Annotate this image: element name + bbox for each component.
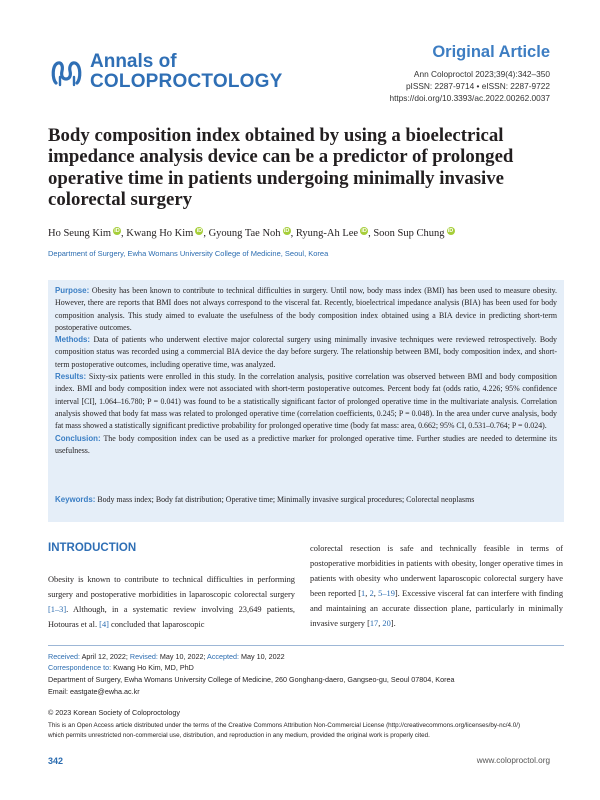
introduction-right-column <box>310 541 563 631</box>
author[interactable]: Soon Sup Chung <box>373 228 445 239</box>
methods-text: Data of patients who underwent elective major colorectal surgery using minimally invasive techniques were reviewed retrospectively. Body composition status was recorded using a commercial BIA device the day before surgery. The relationship between BMI, body composition index, and short-term postoperative outcomes, including operative time, was analyzed. <box>55 335 557 369</box>
purpose-label: Purpose: <box>55 286 90 295</box>
intro-text: , <box>378 619 383 628</box>
license-line2: which permits unrestricted non-commercial use, distribution, and reproduction in any medium, provided the original work is properly cited. <box>48 732 430 739</box>
orcid-icon[interactable]: iD <box>114 228 120 234</box>
keywords-text: Body mass index; Body fat distribution; Operative time; Minimally invasive surgical procedures; Colorectal neoplasms <box>95 495 475 504</box>
author-list: Ho Seung Kim iD, Kwang Ho Kim iD, Gyoung Tae Noh iD, Ryung-Ah Lee iD, Soon Sup Chung iD <box>48 228 454 239</box>
intro-text: , <box>373 589 379 598</box>
dates-line <box>48 652 285 662</box>
reference-link[interactable]: 5–19 <box>378 589 395 598</box>
intro-text: colorectal resection is safe and technically feasible in terms of postoperative morbidities in patients with obesity, longer operative times in patients with obesity who underwent laparoscopic colorectal surgery have been reported [ <box>310 544 563 598</box>
journal-name-line1: Annals of <box>90 51 177 72</box>
correspondence-label: Correspondence to: <box>48 663 112 672</box>
license-line1: This is an Open Access article distributed under the terms of the Creative Commons Attribution Non-Commercial License (http://creativecommons.org/licenses/by-nc/4.0/) <box>48 722 521 729</box>
orcid-icon[interactable]: iD <box>196 228 203 234</box>
website-link[interactable]: www.coloproctol.org <box>476 756 550 765</box>
intro-text: . Although, in a systematic review involving 23,649 patients, Hotouras et al. <box>48 605 295 629</box>
footer-divider <box>48 645 564 646</box>
article-title: Body composition index obtained by using a bioelectrical impedance analysis device can be a predictor of prolonged operative time in patients undergoing minimally invasive colorectal surgery <box>48 125 514 210</box>
received-label: Received: <box>48 652 80 661</box>
purpose-text: Obesity has been known to contribute to technical difficulties in surgery. Until now, body mass index (BMI) has been used to measure obesity. However, there are reports that BMI does not always correspond to the visceral fat. Recently, bioelectrical impedance analysis (BIA) has been used for body composition analysis. This study aimed to evaluate the usefulness of the body composition index obtained using a BIA device in predicting short-term postoperative outcomes. <box>55 286 557 332</box>
intro-text: ]. <box>390 619 396 628</box>
accepted-date: May 10, 2022 <box>239 652 285 661</box>
methods-label: Methods: <box>55 335 91 345</box>
reference-link[interactable]: 1 <box>361 589 366 598</box>
reference-link[interactable]: 20 <box>382 619 391 628</box>
introduction-heading: INTRODUCTION <box>48 542 137 554</box>
reference-link[interactable]: 17 <box>369 619 379 628</box>
orcid-icon[interactable]: iD <box>361 228 367 234</box>
revised-label: Revised: <box>129 652 158 661</box>
reference-link[interactable]: 2 <box>369 589 374 598</box>
introduction-left-column <box>48 572 295 632</box>
orcid-icon[interactable]: iD <box>283 228 290 234</box>
journal-logo-icon <box>50 57 84 89</box>
citation: Ann Coloproctol 2023;39(4):342–350 <box>413 69 550 79</box>
conclusion-label: Conclusion: <box>55 433 101 443</box>
correspondence-address: Department of Surgery, Ewha Womans University College of Medicine, 260 Gonghang-daero, Gangseo-gu, Seoul 07804, Korea <box>48 675 455 684</box>
article-type: Original Article <box>432 43 550 61</box>
affiliation: Department of Surgery, Ewha Womans University College of Medicine, Seoul, Korea <box>48 249 329 258</box>
reference-link[interactable]: [1–3] <box>48 605 67 614</box>
abstract-text <box>55 285 557 457</box>
author[interactable]: Kwang Ho Kim <box>126 228 194 239</box>
copyright: © 2023 Korean Society of Coloproctology <box>48 708 180 717</box>
keywords-label: Keywords: <box>55 495 96 504</box>
intro-text: concluded that laparoscopic <box>108 620 205 629</box>
keywords <box>55 494 557 506</box>
author[interactable]: Ryung-Ah Lee <box>295 228 359 239</box>
page-number: 342 <box>48 756 64 766</box>
results-text: Sixty-six patients were enrolled in this study. In the correlation analysis, positive correlation was observed between BMI and body composition index. BMI and body composition index were not associated with short-term postoperative outcomes. Percent body fat (odds ratio, 4.226; 95% confidence interval [CI], 1.064–16.780; P = 0.041) was found to be a statistically significant factor of prolonged operative time in the multivariate analysis. Correlation analysis showed that body fat mass was related to prolonged operative time (correlation coefficients, 0.245; P = 0.048). In the area under curve analysis, body fat mass showed a statistically significant predictive probability for prolonged operative time (body fat mass: area, 0.662; 95% CI, 0.531–0.764; P = 0.024). <box>55 372 557 431</box>
correspondence-line <box>48 663 194 673</box>
reference-link[interactable]: [4] <box>99 620 109 629</box>
intro-text: , <box>365 589 370 598</box>
accepted-label: Accepted: <box>207 652 240 661</box>
intro-text: ]. Excessive visceral fat can interfere with finding and maintaining an accurate dissection plane, particularly in minimally invasive surgery [ <box>310 589 564 628</box>
author[interactable]: Gyoung Tae Noh <box>208 228 281 239</box>
correspondence-email[interactable]: Email: eastgate@ewha.ac.kr <box>48 687 140 696</box>
journal-name-line2: COLOPROCTOLOGY <box>90 71 283 92</box>
revised-date: May 10, 2022; <box>157 652 208 661</box>
author[interactable]: Ho Seung Kim <box>48 228 111 239</box>
doi-link[interactable]: https://doi.org/10.3393/ac.2022.00262.0037 <box>389 93 550 103</box>
received-date: April 12, 2022; <box>79 652 130 661</box>
conclusion-text: The body composition index can be used as a predictive marker for prolonged operative time. Further studies are needed to determine its usefulness. <box>55 433 557 455</box>
issn: pISSN: 2287-9714 • eISSN: 2287-9722 <box>405 81 550 91</box>
results-label: Results: <box>55 372 87 382</box>
intro-text: Obesity is known to contribute to technical difficulties in performing surgery and postoperative morbidities in laparoscopic colorectal surgery <box>48 575 295 599</box>
correspondence-name: Kwang Ho Kim, MD, PhD <box>111 663 194 672</box>
orcid-icon[interactable]: iD <box>447 228 454 234</box>
